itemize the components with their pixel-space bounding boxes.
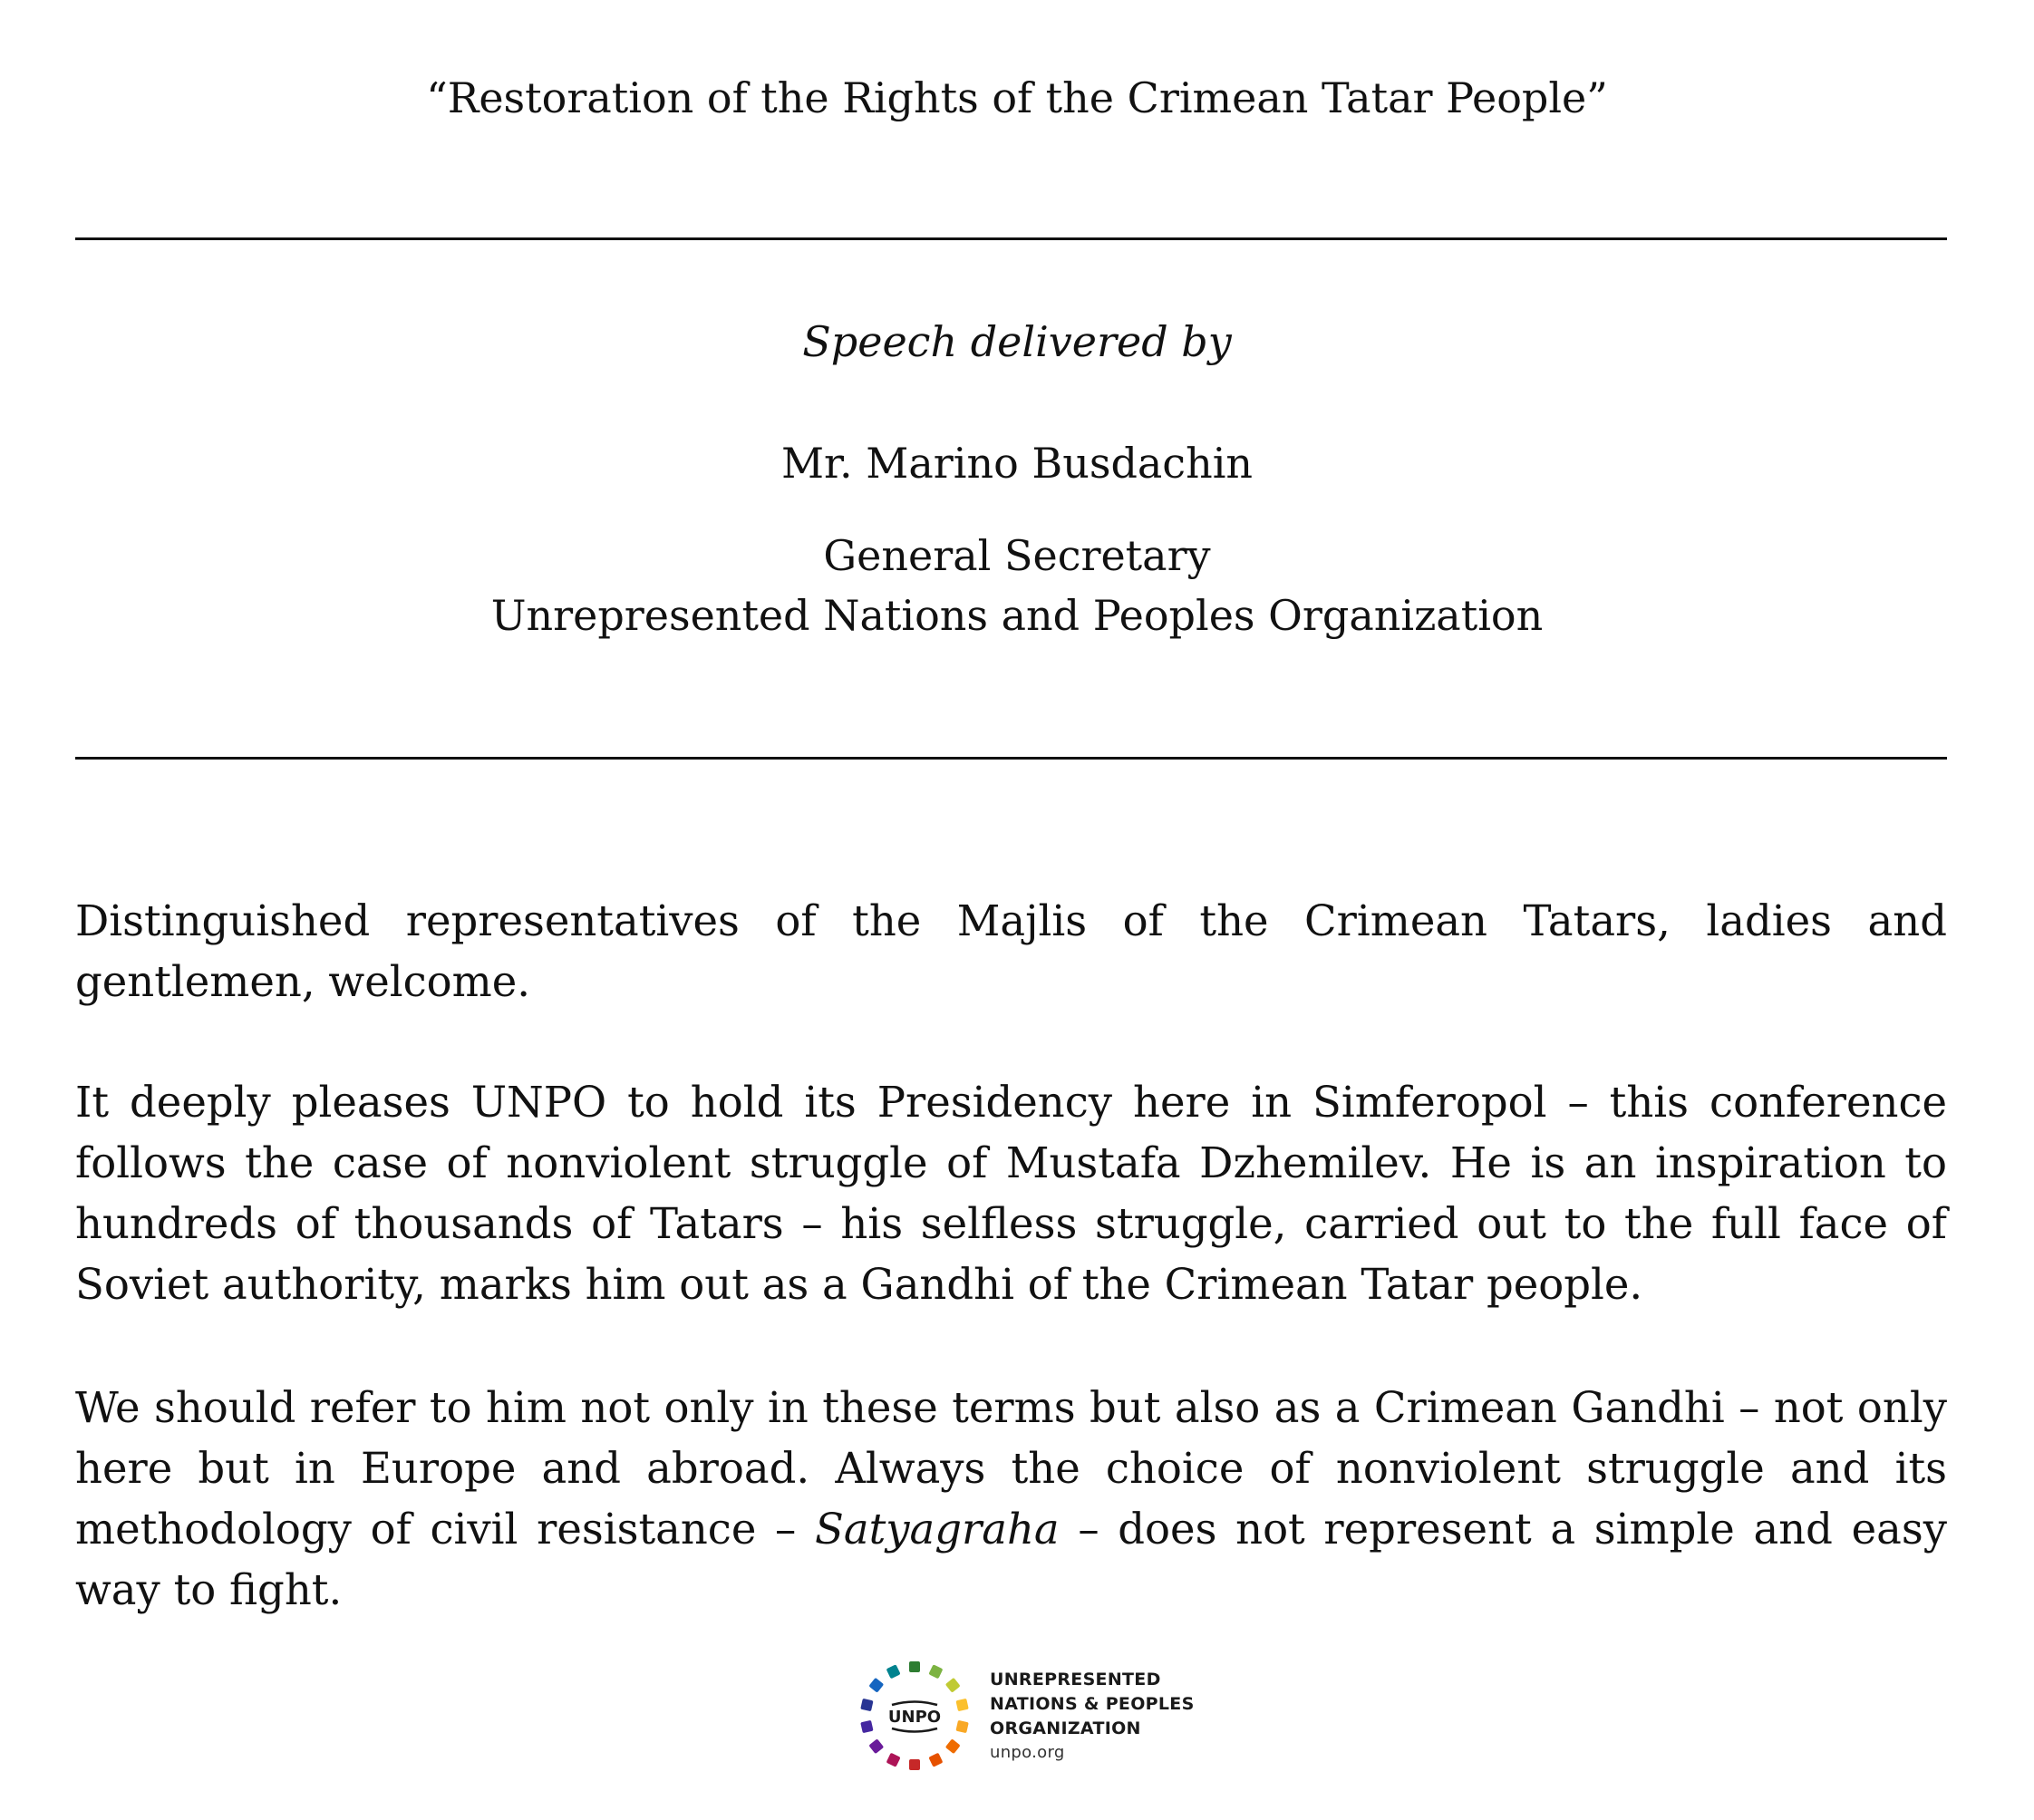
speech-subtitle: Speech delivered by xyxy=(802,317,1232,366)
paragraph-satyagraha xyxy=(75,1378,1947,1621)
speaker-role: General Secretary xyxy=(823,531,1211,580)
paragraph-dzhemilev: It deeply pleases UNPO to hold its Presidency here in Simferopol – this conference follows the case of nonviolent struggle of Mustafa Dzhemilev. He is an inspiration to hundreds of thousands of Tatars – his selfless struggle, carried out to the full face of Soviet authority, marks him out as a Gandhi of the Crimean Tatar people. xyxy=(75,1078,1947,1309)
logo-abbreviation: UNPO xyxy=(887,1708,942,1727)
logo-ring-segment xyxy=(886,1664,901,1679)
speaker-organization: Unrepresented Nations and Peoples Organization xyxy=(490,591,1544,640)
logo-ring-segment xyxy=(955,1720,968,1733)
satyagraha-term: Satyagraha xyxy=(815,1505,1060,1554)
logo-ring-segment xyxy=(955,1699,968,1711)
logo-url: unpo.org xyxy=(990,1743,1065,1762)
unpo-ring-icon xyxy=(856,1657,973,1775)
divider-top xyxy=(75,237,1947,240)
paragraph-text-start: We should refer to him not only in these terms but also as a Crimean Gandhi – not only here but in Europe and abroad. Always the choice of nonviolent struggle and its methodology of civil resistance – xyxy=(75,1383,1947,1554)
document-title: “Restoration of the Rights of the Crimean Tatar People” xyxy=(426,73,1608,122)
divider-bottom xyxy=(75,757,1947,760)
speaker-name: Mr. Marino Busdachin xyxy=(780,439,1254,488)
logo-line-2: NATIONS & PEOPLES xyxy=(990,1694,1195,1714)
logo-ring-segment xyxy=(909,1661,920,1672)
logo-line-3: ORGANIZATION xyxy=(990,1718,1141,1738)
paragraph-text-end: – does not represent a simple and easy way to fight. xyxy=(75,1505,1947,1614)
logo-wordmark xyxy=(990,1668,1195,1765)
logo-ring-segment xyxy=(928,1664,943,1679)
logo-ring-segment xyxy=(886,1753,901,1767)
logo-ring-segment xyxy=(928,1753,943,1767)
logo-ring-segment xyxy=(945,1678,961,1693)
logo-ring-segment xyxy=(868,1738,884,1754)
logo-ring-segment xyxy=(860,1720,873,1733)
logo-ring-segment xyxy=(909,1759,920,1770)
logo-ring-segment xyxy=(860,1699,873,1711)
logo-ring-segment xyxy=(945,1738,961,1754)
logo-ring-segment xyxy=(868,1678,884,1693)
paragraph-welcome: Distinguished representatives of the Majlis of the Crimean Tatars, ladies and gentlemen, welcome. xyxy=(75,896,1947,1006)
unpo-logo xyxy=(856,1657,1218,1775)
logo-line-1: UNREPRESENTED xyxy=(990,1670,1161,1689)
